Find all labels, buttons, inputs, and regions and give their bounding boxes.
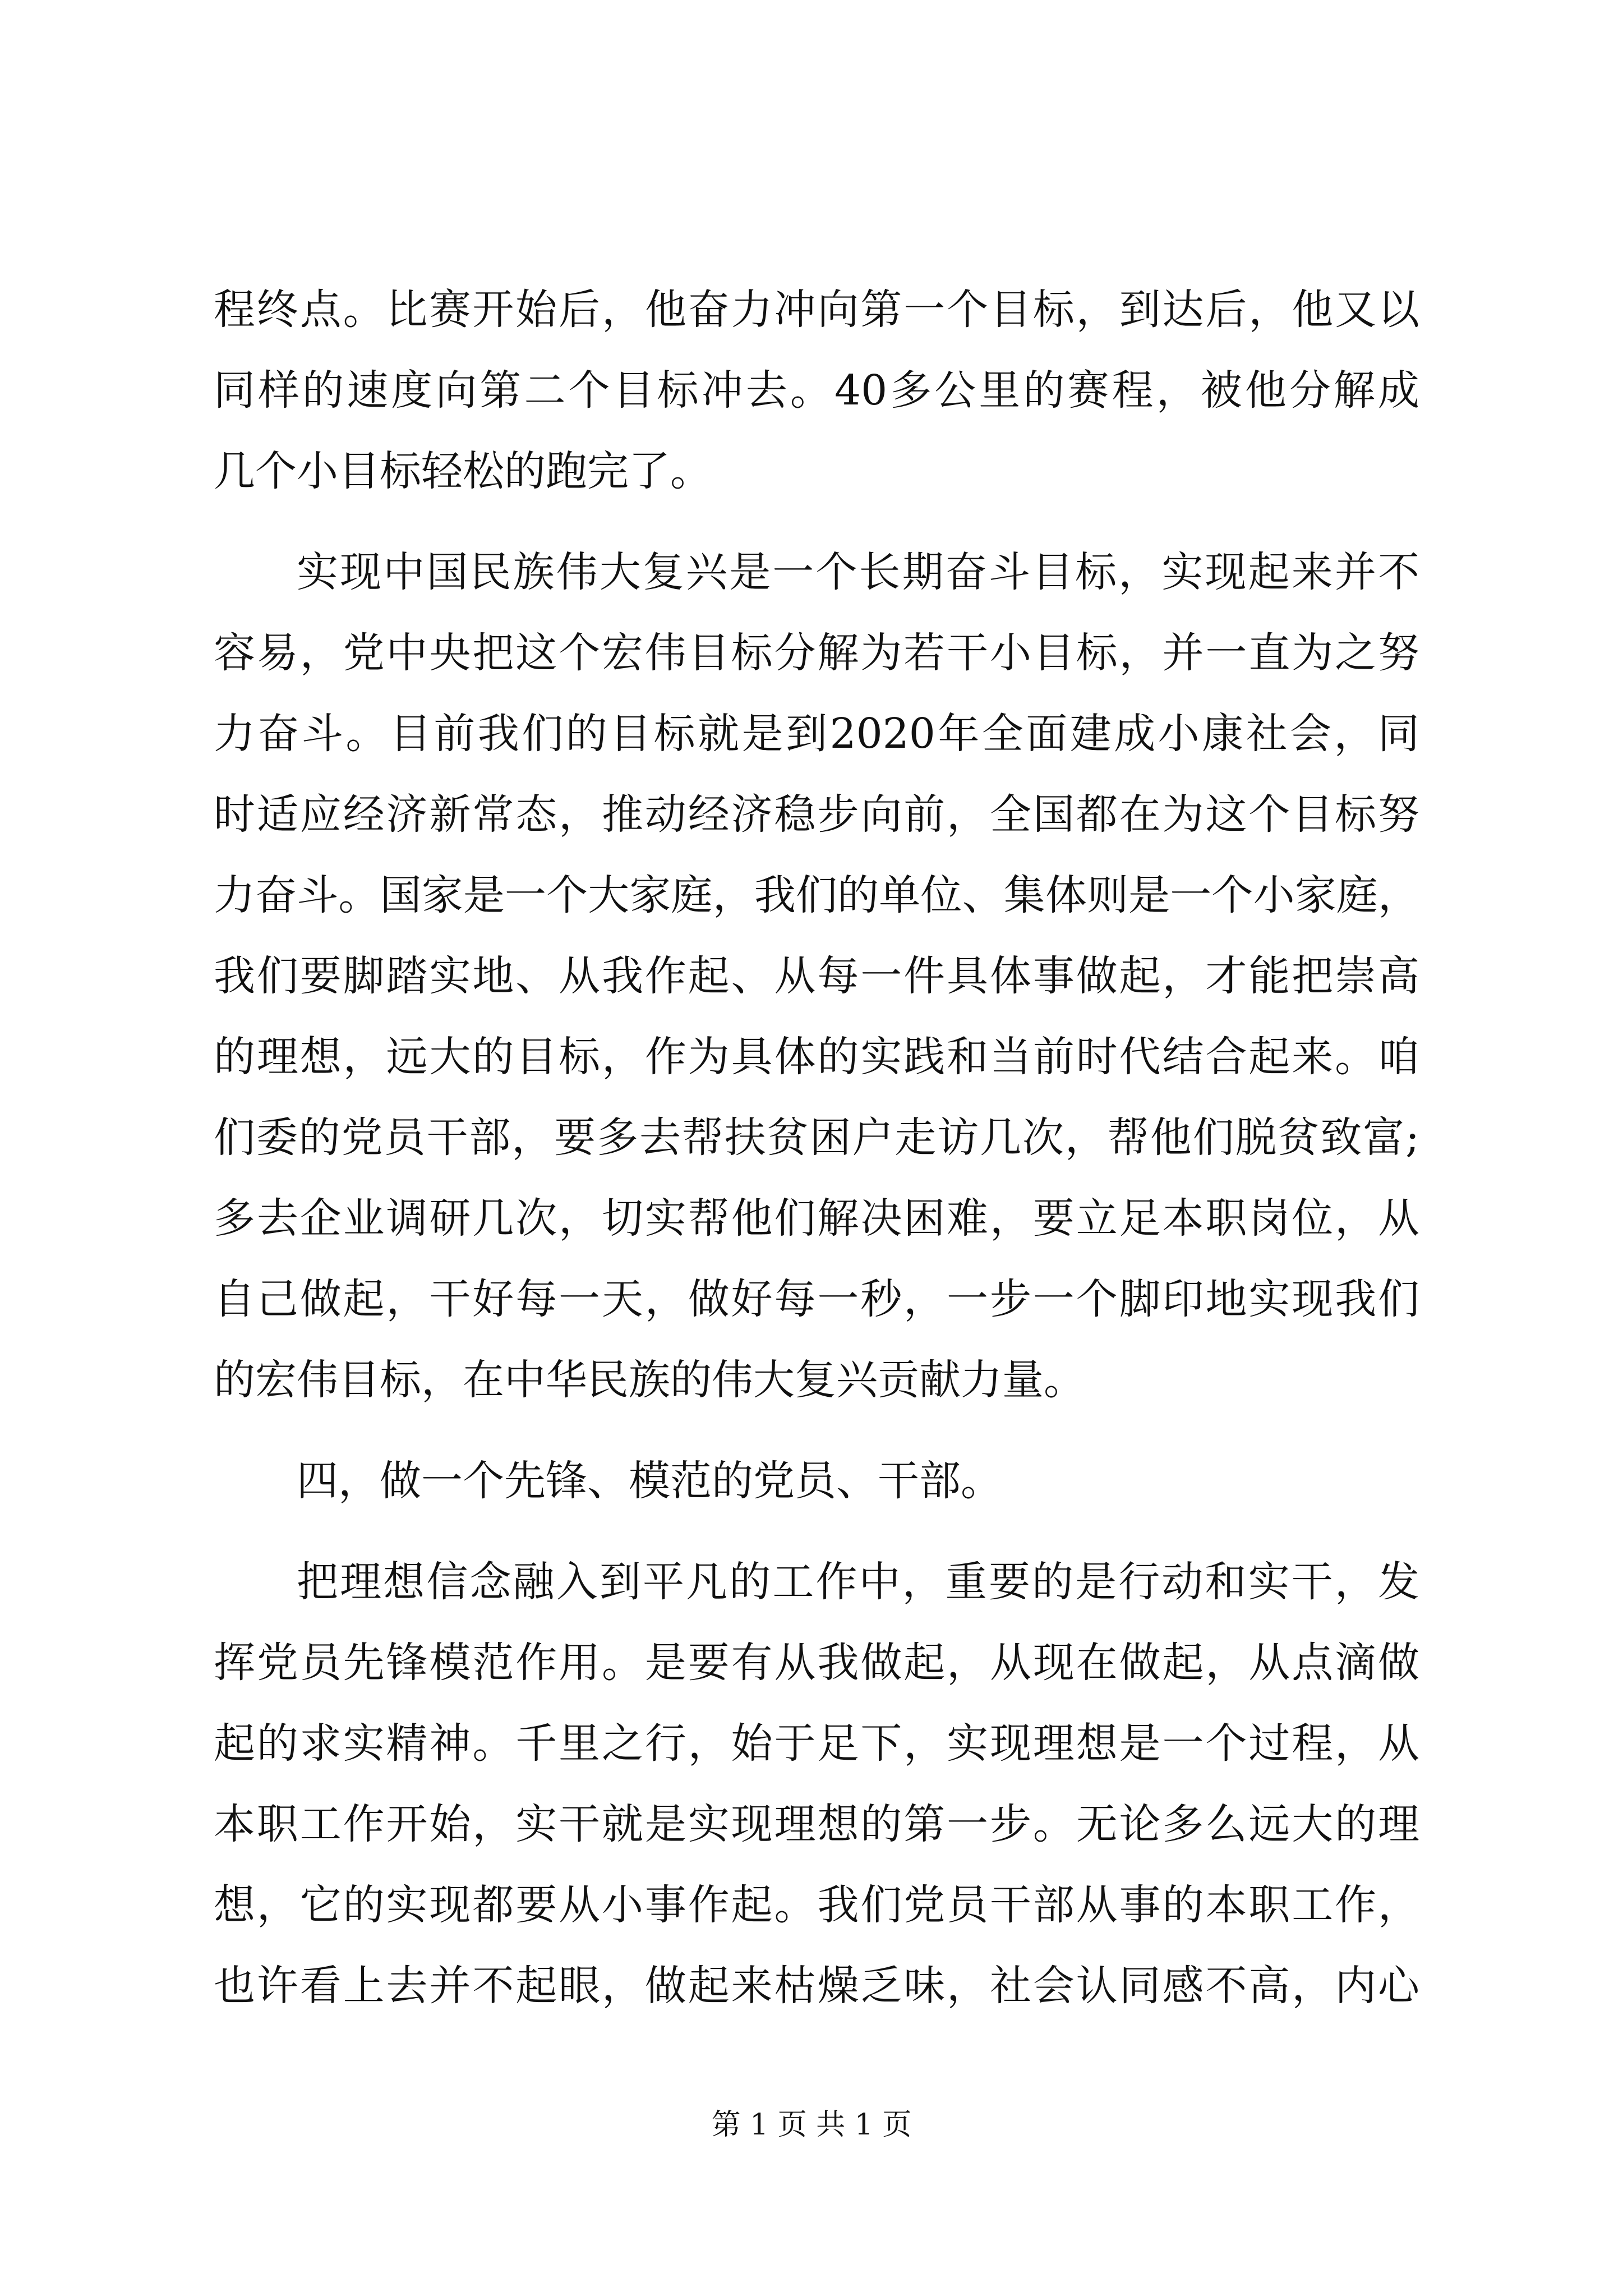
- text-line: 的宏伟目标，在中华民族的伟大复兴贡献力量。: [214, 1356, 1085, 1404]
- text-line: 时适应经济新常态，推动经济稳步向前，全国都在为这个目标努: [214, 790, 1419, 839]
- text-line: 实现中国民族伟大复兴是一个长期奋斗目标，实现起来并不: [297, 548, 1419, 596]
- text-line: 力奋斗。国家是一个大家庭，我们的单位、集体则是一个小家庭，: [214, 871, 1419, 919]
- text-line: 多去企业调研几次，切实帮他们解决困难，要立足本职岗位，从: [214, 1194, 1419, 1243]
- paragraph-4: [214, 1542, 1419, 2026]
- text-line: 容易，党中央把这个宏伟目标分解为若干小目标，并一直为之努: [214, 629, 1419, 677]
- text-line: 力奋斗。目前我们的目标就是到2020年全面建成小康社会，同: [214, 710, 1419, 758]
- paragraph-2: [214, 532, 1419, 1420]
- text-line: 把理想信念融入到平凡的工作中，重要的是行动和实干，发: [297, 1558, 1419, 1606]
- text-line: 挥党员先锋模范作用。是要有从我做起，从现在做起，从点滴做: [214, 1639, 1419, 1687]
- text-line: 的理想，远大的目标，作为具体的实践和当前时代结合起来。咱: [214, 1033, 1419, 1081]
- text-line: 同样的速度向第二个目标冲去。40多公里的赛程，被他分解成: [214, 366, 1419, 415]
- text-line: 程终点。比赛开始后，他奋力冲向第一个目标，到达后，他又以: [214, 286, 1419, 334]
- text-line: 也许看上去并不起眼，做起来枯燥乏味，社会认同感不高，内心: [214, 1962, 1419, 2010]
- text-line: 本职工作开始，实干就是实现理想的第一步。无论多么远大的理: [214, 1800, 1419, 1848]
- text-line: 自己做起，干好每一天，做好每一秒，一步一个脚印地实现我们: [214, 1275, 1419, 1323]
- paragraph-1: [214, 269, 1419, 512]
- section-heading: [214, 1441, 1419, 1521]
- text-line: 们委的党员干部，要多去帮扶贫困户走访几次，帮他们脱贫致富;: [214, 1114, 1419, 1162]
- text-line: 几个小目标轻松的跑完了。: [214, 447, 712, 495]
- text-line: 四，做一个先锋、模范的党员、干部。: [297, 1457, 1002, 1505]
- body-text: [214, 269, 1419, 2026]
- text-line: 起的求实精神。千里之行，始于足下，实现理想是一个过程，从: [214, 1719, 1419, 1768]
- text-line: 我们要脚踏实地、从我作起、从每一件具体事做起，才能把崇高: [214, 952, 1419, 1000]
- text-line: 想，它的实现都要从小事作起。我们党员干部从事的本职工作，: [214, 1881, 1419, 1929]
- page-footer: 第 1 页 共 1 页: [711, 2108, 912, 2142]
